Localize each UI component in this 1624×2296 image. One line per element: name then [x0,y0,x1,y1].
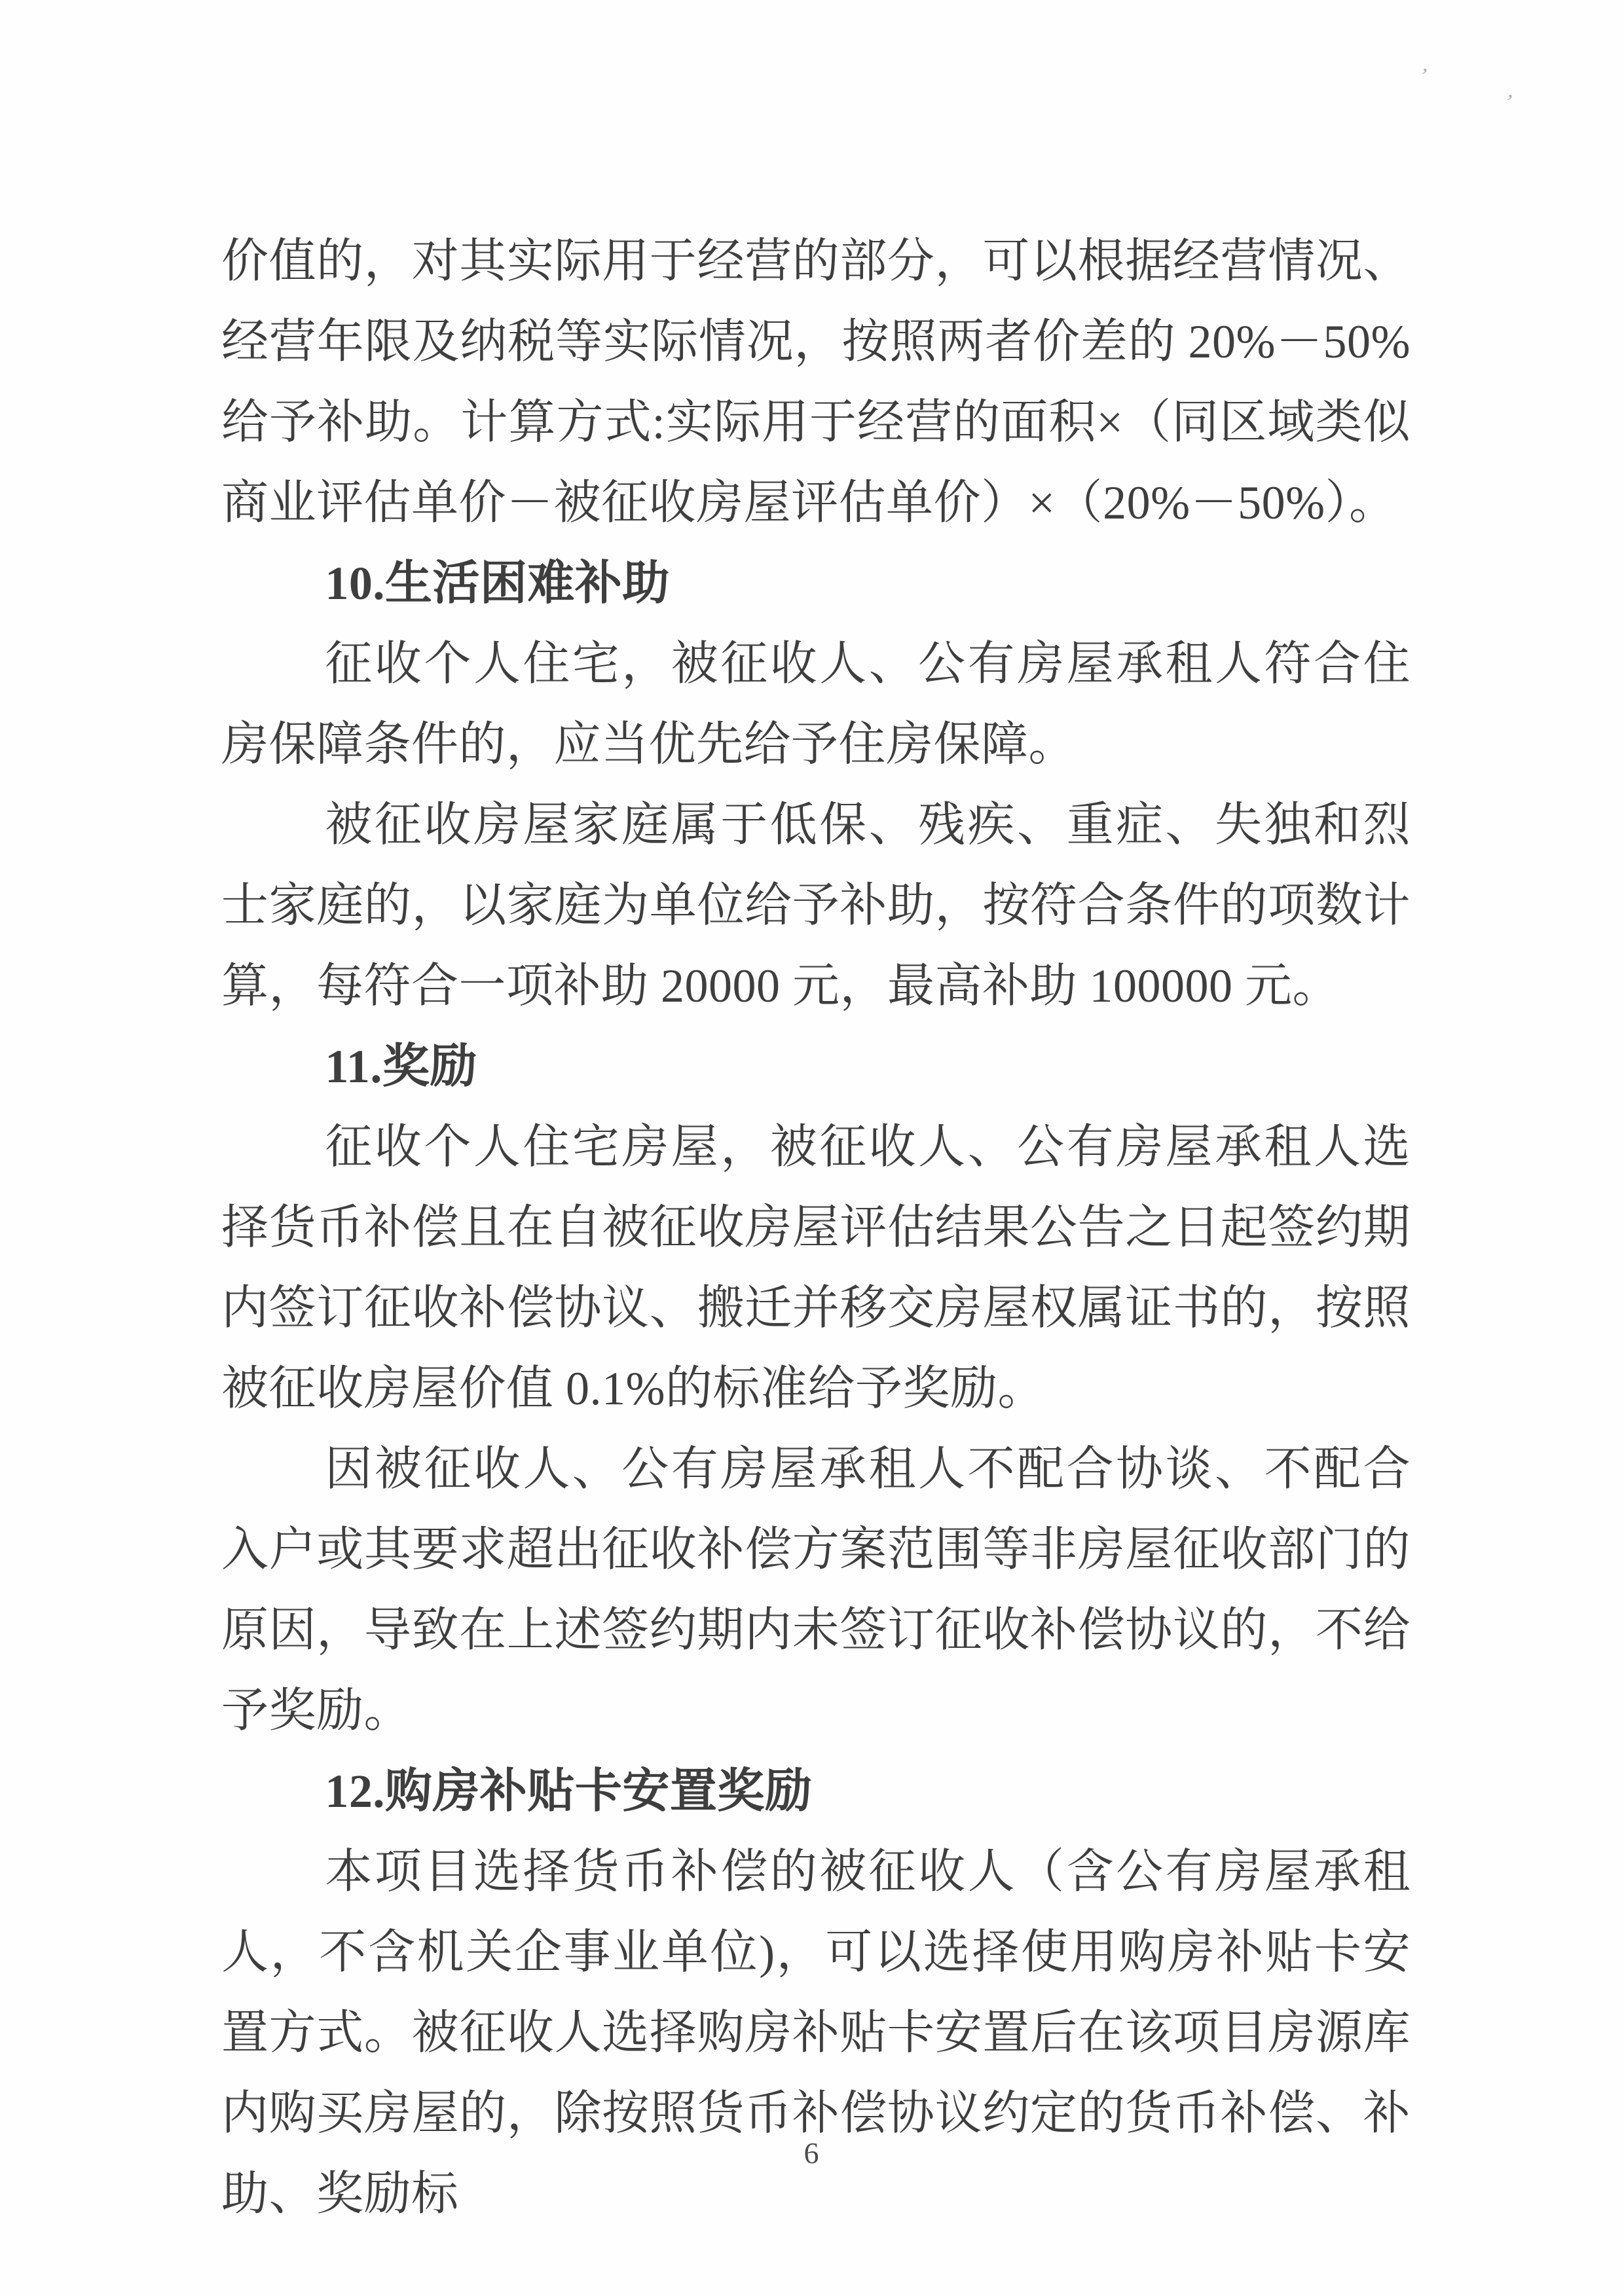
page-number: 6 [803,2136,821,2170]
paragraph-housing-security: 征收个人住宅，被征收人、公有房屋承租人符合住房保障条件的，应当优先给予住房保障。 [221,638,1411,771]
scan-artifact-mark: ʼ [1502,90,1515,115]
section-heading-11-reward: 11.奖励 [325,1040,477,1093]
paragraph-no-reward-conditions: 因被征收人、公有房屋承租人不配合协谈、不配合入户或其要求超出征收补偿方案范围等非房屋征收部门的原因，导致在上述签约期内未签订征收补偿协议的，不给予奖励。 [221,1443,1411,1737]
scan-artifact-mark: ʼ [1416,64,1430,89]
document-body [221,221,1411,2234]
paragraph-business-subsidy-formula: 价值的，对其实际用于经营的部分，可以根据经营情况、经营年限及纳税等实际情况，按照两者价差的 20%－50%给予补助。计算方式:实际用于经营的面积×（同区域类似商业评估单价－被征收房屋评估单价）×（20%－50%）。 [221,235,1411,529]
paragraph-purchase-card-option: 本项目选择货币补偿的被征收人（含公有房屋承租人，不含机关企事业单位)，可以选择使用购房补贴卡安置方式。被征收人选择购房补贴卡安置后在该项目房源库内购买房屋的，除按照货币补偿协议约定的货币补偿、补助、奖励标 [221,1846,1411,2220]
paragraph-signing-reward: 征收个人住宅房屋，被征收人、公有房屋承租人选择货币补偿且在自被征收房屋评估结果公告之日起签约期内签订征收补偿协议、搬迁并移交房屋权属证书的，按照被征收房屋价值 0.1%的标准给予奖励。 [221,1121,1411,1415]
paragraph-family-subsidy-amounts: 被征收房屋家庭属于低保、残疾、重症、失独和烈士家庭的，以家庭为单位给予补助，按符合条件的项数计算，每符合一项补助 20000 元，最高补助 100000 元。 [221,799,1411,1012]
page-footer [0,2136,1624,2170]
section-heading-12-purchase-card-reward: 12.购房补贴卡安置奖励 [325,1765,813,1817]
section-heading-10-hardship-subsidy: 10.生活困难补助 [325,557,670,610]
